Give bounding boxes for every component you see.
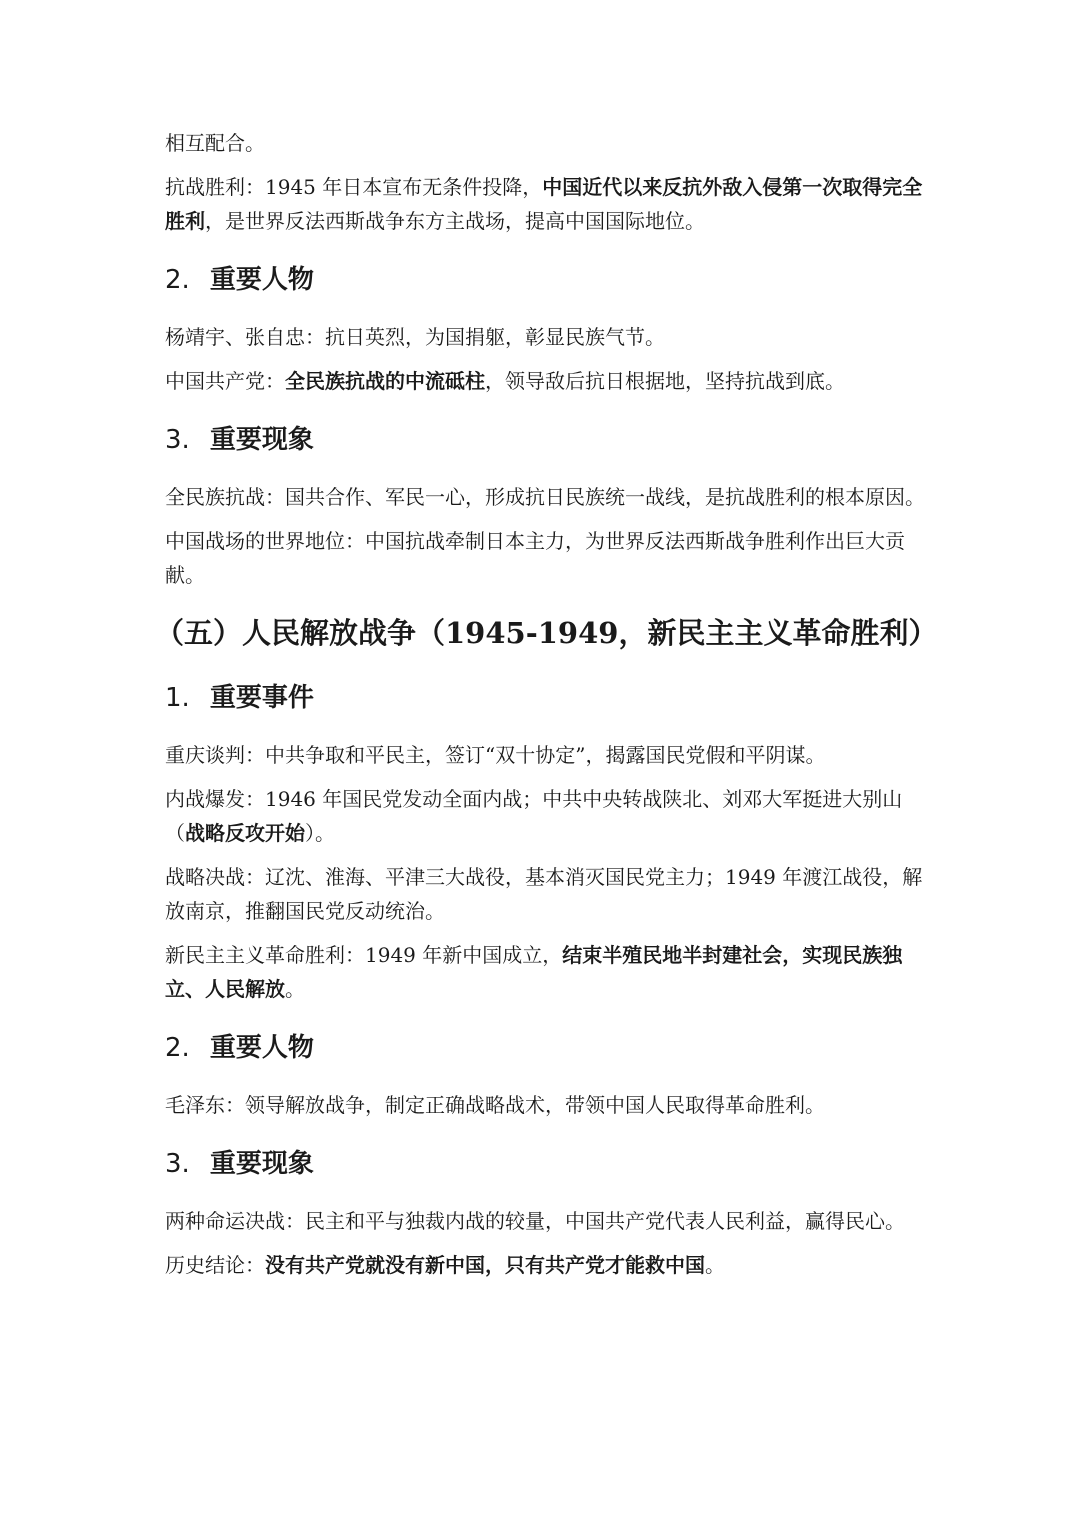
text-span: 全民族抗战：国共合作、军民一心，形成抗日民族统一战线，是抗战胜利的根本原因。: [165, 485, 925, 509]
paragraph: [165, 524, 930, 592]
paragraph: [165, 860, 930, 928]
text-span: ，领导敌后抗日根据地，坚持抗战到底。: [485, 369, 845, 393]
section-number: 2.: [165, 1033, 190, 1063]
text-span: 两种命运决战：民主和平与独裁内战的较量，中国共产党代表人民利益，赢得民心。: [165, 1209, 905, 1233]
paragraph: [165, 320, 930, 354]
bold-text: 结束半殖民地半封建社会，实现民族独立、人民解放: [165, 943, 903, 1001]
section-heading: [165, 1028, 930, 1068]
section-number: 3.: [165, 425, 190, 455]
text-span: ，是世界反法西斯战争东方主战场，提高中国国际地位。: [205, 209, 705, 233]
text-span: 抗战胜利：1945 年日本宣布无条件投降，: [165, 175, 543, 199]
text-span: 战略决战：辽沈、淮海、平津三大战役，基本消灭国民党主力；1949 年渡江战役，解放南京，推翻国民党反动统治。: [165, 865, 923, 923]
bold-text: 战略反攻开始: [185, 821, 305, 845]
paragraph: [165, 364, 930, 398]
text-span: 。: [705, 1253, 725, 1277]
bold-text: 没有共产党就没有新中国，只有共产党才能救中国: [265, 1253, 705, 1277]
section-number: 2.: [165, 265, 190, 295]
text-span: 新民主主义革命胜利：1949 年新中国成立，: [165, 943, 563, 967]
text-span: 中国战场的世界地位：中国抗战牵制日本主力，为世界反法西斯战争胜利作出巨大贡献。: [165, 529, 905, 587]
paragraph: [165, 1204, 930, 1238]
paragraph: [165, 782, 930, 850]
section-heading: [165, 260, 930, 300]
section-title: 重要事件: [209, 683, 314, 713]
paragraph: [165, 480, 930, 514]
section-title: 重要现象: [209, 1149, 314, 1179]
text-span: 中国共产党：: [165, 369, 285, 393]
paragraph: [165, 170, 930, 238]
section-number: 1.: [165, 683, 190, 713]
text-span: 杨靖宇、张自忠：抗日英烈，为国捐躯，彰显民族气节。: [165, 325, 665, 349]
paragraph: [165, 738, 930, 772]
section-title: 重要人物: [209, 265, 314, 295]
paragraph: [165, 938, 930, 1006]
bold-text: 全民族抗战的中流砥柱: [285, 369, 485, 393]
bold-text: 中国近代以来反抗外敌入侵第一次取得完全胜利: [165, 175, 923, 233]
document-content: [155, 126, 938, 1282]
text-span: ）。: [305, 821, 335, 845]
text-span: 。: [285, 977, 305, 1001]
text-span: 重庆谈判：中共争取和平民主，签订“双十协定”，揭露国民党假和平阴谋。: [165, 743, 826, 767]
text-span: 内战爆发：1946 年国民党发动全面内战；中共中央转战陕北、刘邓大军挺进大别山（: [165, 787, 903, 845]
section-heading: [165, 420, 930, 460]
text-span: 毛泽东：领导解放战争，制定正确战略战术，带领中国人民取得革命胜利。: [165, 1093, 825, 1117]
section-title: 重要人物: [209, 1033, 314, 1063]
section-heading: [165, 678, 930, 718]
section-title: 重要现象: [209, 425, 314, 455]
section-number: 3.: [165, 1149, 190, 1179]
text-span: 相互配合。: [165, 131, 265, 155]
section-heading: [165, 1144, 930, 1184]
chapter-heading: （五）人民解放战争（1945-1949，新民主主义革命胜利）: [155, 616, 938, 650]
paragraph: [165, 1248, 930, 1282]
paragraph: [165, 126, 930, 160]
paragraph: [165, 1088, 930, 1122]
text-span: 历史结论：: [165, 1253, 265, 1277]
